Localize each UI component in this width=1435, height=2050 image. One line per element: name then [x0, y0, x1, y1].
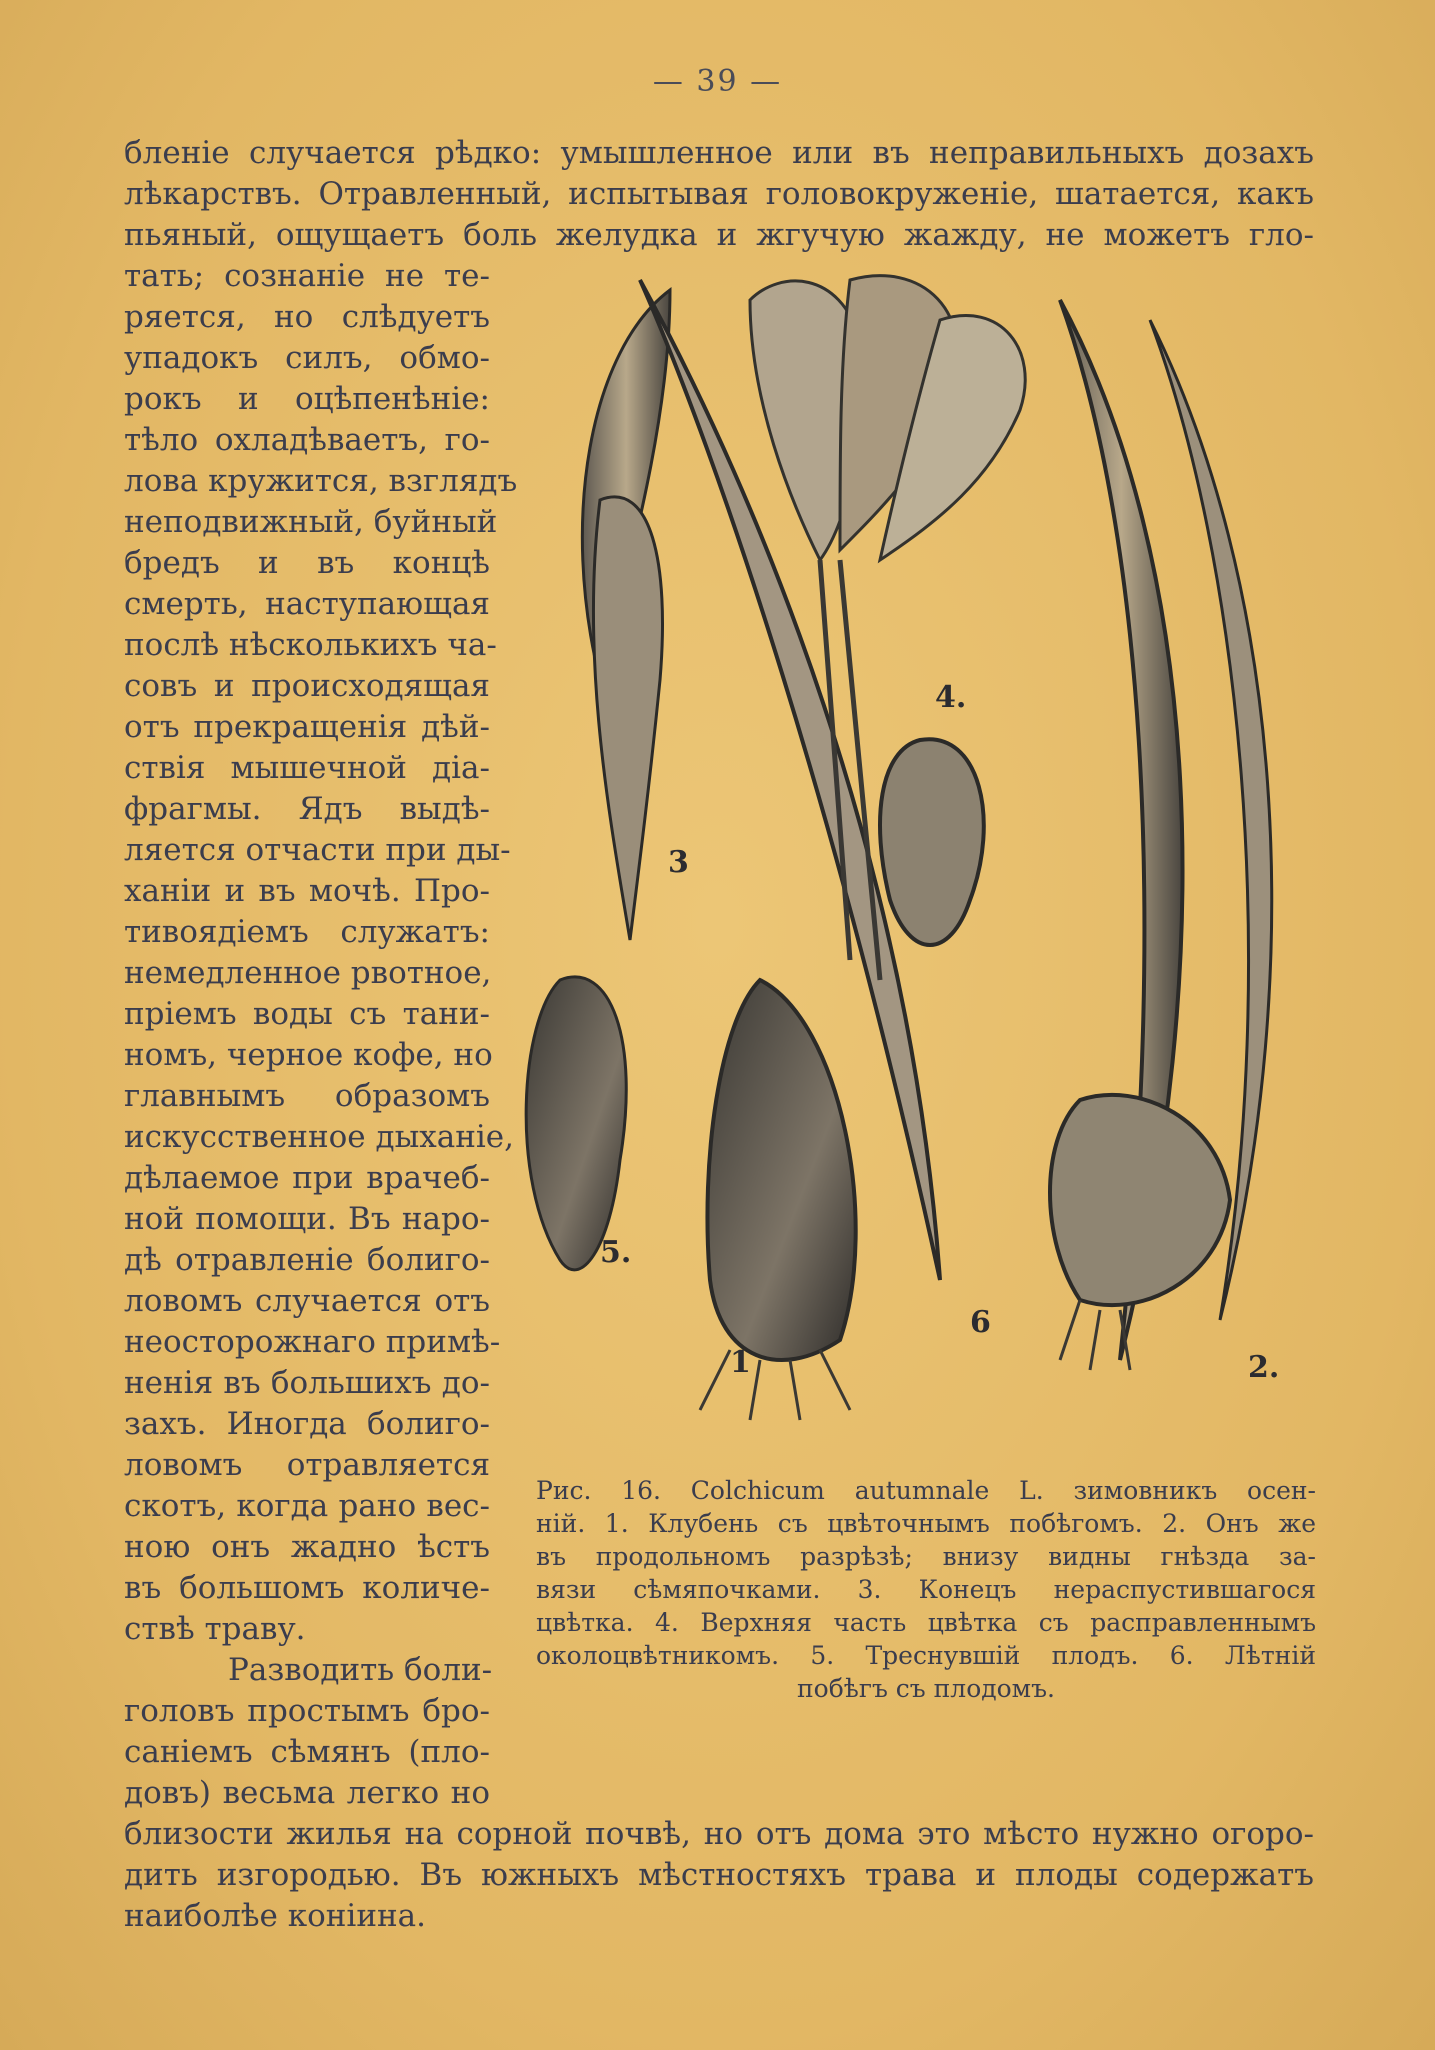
text-line: неосторожнаго примѣ- — [124, 1324, 501, 1360]
text-line: ствѣ траву. — [124, 1611, 306, 1647]
colchicum-illustration — [520, 260, 1320, 1450]
text-line: отъ прекращенія дѣй- — [124, 709, 490, 745]
text-line: дѣ отравленіе болиго- — [124, 1242, 490, 1278]
text-line: ловомъ отравляется — [124, 1447, 490, 1483]
plant-drawing — [520, 260, 1320, 1450]
text-line: лова кружится, взглядъ — [124, 463, 518, 499]
text-line: захъ. Иногда болиго- — [124, 1406, 490, 1442]
text-line: рокъ и оцѣпенѣніе: — [124, 381, 490, 417]
text-line: саніемъ сѣмянъ (пло- — [124, 1734, 490, 1770]
text-line: упадокъ силъ, обмо- — [124, 340, 490, 376]
text-line: послѣ нѣсколькихъ ча- — [124, 627, 497, 663]
text-line: тивоядіемъ служатъ: — [124, 914, 490, 950]
text-line: близости жилья на сорной почвѣ, но отъ дома это мѣсто нужно огоро- — [124, 1816, 1314, 1852]
text-line: пьяный, ощущаетъ боль желудка и жгучую жажду, не можетъ гло- — [124, 217, 1314, 253]
caption-line: цвѣтка. 4. Верхняя часть цвѣтка съ расправленнымъ — [536, 1608, 1316, 1637]
text-line: наиболѣе конiина. — [124, 1898, 426, 1934]
caption-line: вязи сѣмяпочками. 3. Конецъ нераспустившагося — [536, 1575, 1316, 1604]
text-line: номъ, черное кофе, но — [124, 1037, 493, 1073]
figure-label-2: 2. — [1248, 1350, 1280, 1385]
text-line: тѣло охладѣваетъ, го- — [124, 422, 490, 458]
text-line: ствія мышечной діа- — [124, 750, 490, 786]
text-line: совъ и происходящая — [124, 668, 490, 704]
figure-label-1: 1 — [730, 1345, 751, 1380]
figure-label-3: 3 — [668, 845, 689, 880]
text-line: тать; сознаніе не те- — [124, 258, 490, 294]
caption-line: въ продольномъ разрѣзѣ; внизу видны гнѣзда за- — [536, 1542, 1316, 1571]
text-line: главнымъ образомъ — [124, 1078, 490, 1114]
text-line: бленіе случается рѣдко: умышленное или въ неправильныхъ дозахъ — [124, 135, 1314, 171]
figure-label-6: 6 — [970, 1305, 991, 1340]
text-line: ряется, но слѣдуетъ — [124, 299, 490, 335]
figure-label-5: 5. — [600, 1235, 632, 1270]
text-line: ханіи и въ мочѣ. Про- — [124, 873, 490, 909]
text-line: неподвижный, буйный — [124, 504, 498, 540]
text-line: скотъ, когда рано вес- — [124, 1488, 490, 1524]
page-number: — 39 — — [652, 64, 783, 99]
caption-line: околоцвѣтникомъ. 5. Треснувшій плодъ. 6. Лѣтній — [536, 1641, 1316, 1670]
caption-line: побѣгъ съ плодомъ. — [797, 1674, 1055, 1703]
text-line: немедленное рвотное, — [124, 955, 492, 991]
text-line: ненія въ большихъ до- — [124, 1365, 490, 1401]
text-line: Разводить боли- — [228, 1652, 493, 1688]
text-line: лѣкарствъ. Отравленный, испытывая головокруженіе, шатается, какъ — [124, 176, 1314, 212]
caption-line: Рис. 16. Colchicum autumnale L. зимовникъ осен- — [536, 1476, 1316, 1505]
figure-label-4: 4. — [935, 680, 967, 715]
text-line: смерть, наступающая — [124, 586, 490, 622]
text-line: дѣлаемое при врачеб- — [124, 1160, 490, 1196]
text-line: ною онъ жадно ѣстъ — [124, 1529, 490, 1565]
text-line: фрагмы. Ядъ выдѣ- — [124, 791, 490, 827]
text-line: головъ простымъ бро- — [124, 1693, 490, 1729]
text-line: ляется отчасти при ды- — [124, 832, 511, 868]
text-line: бредъ и въ концѣ — [124, 545, 490, 581]
text-line: пріемъ воды съ тани- — [124, 996, 490, 1032]
text-line: искусственное дыханіе, — [124, 1119, 514, 1155]
text-line: ловомъ случается отъ — [124, 1283, 490, 1319]
caption-line: ній. 1. Клубень съ цвѣточнымъ побѣгомъ. 2. Онъ же — [536, 1509, 1316, 1538]
text-line: довъ) весьма легко но — [124, 1775, 490, 1811]
text-line: въ большомъ количе- — [124, 1570, 490, 1606]
text-line: дить изгородью. Въ южныхъ мѣстностяхъ трава и плоды содержатъ — [124, 1857, 1314, 1893]
text-line: ной помощи. Въ наро- — [124, 1201, 490, 1237]
